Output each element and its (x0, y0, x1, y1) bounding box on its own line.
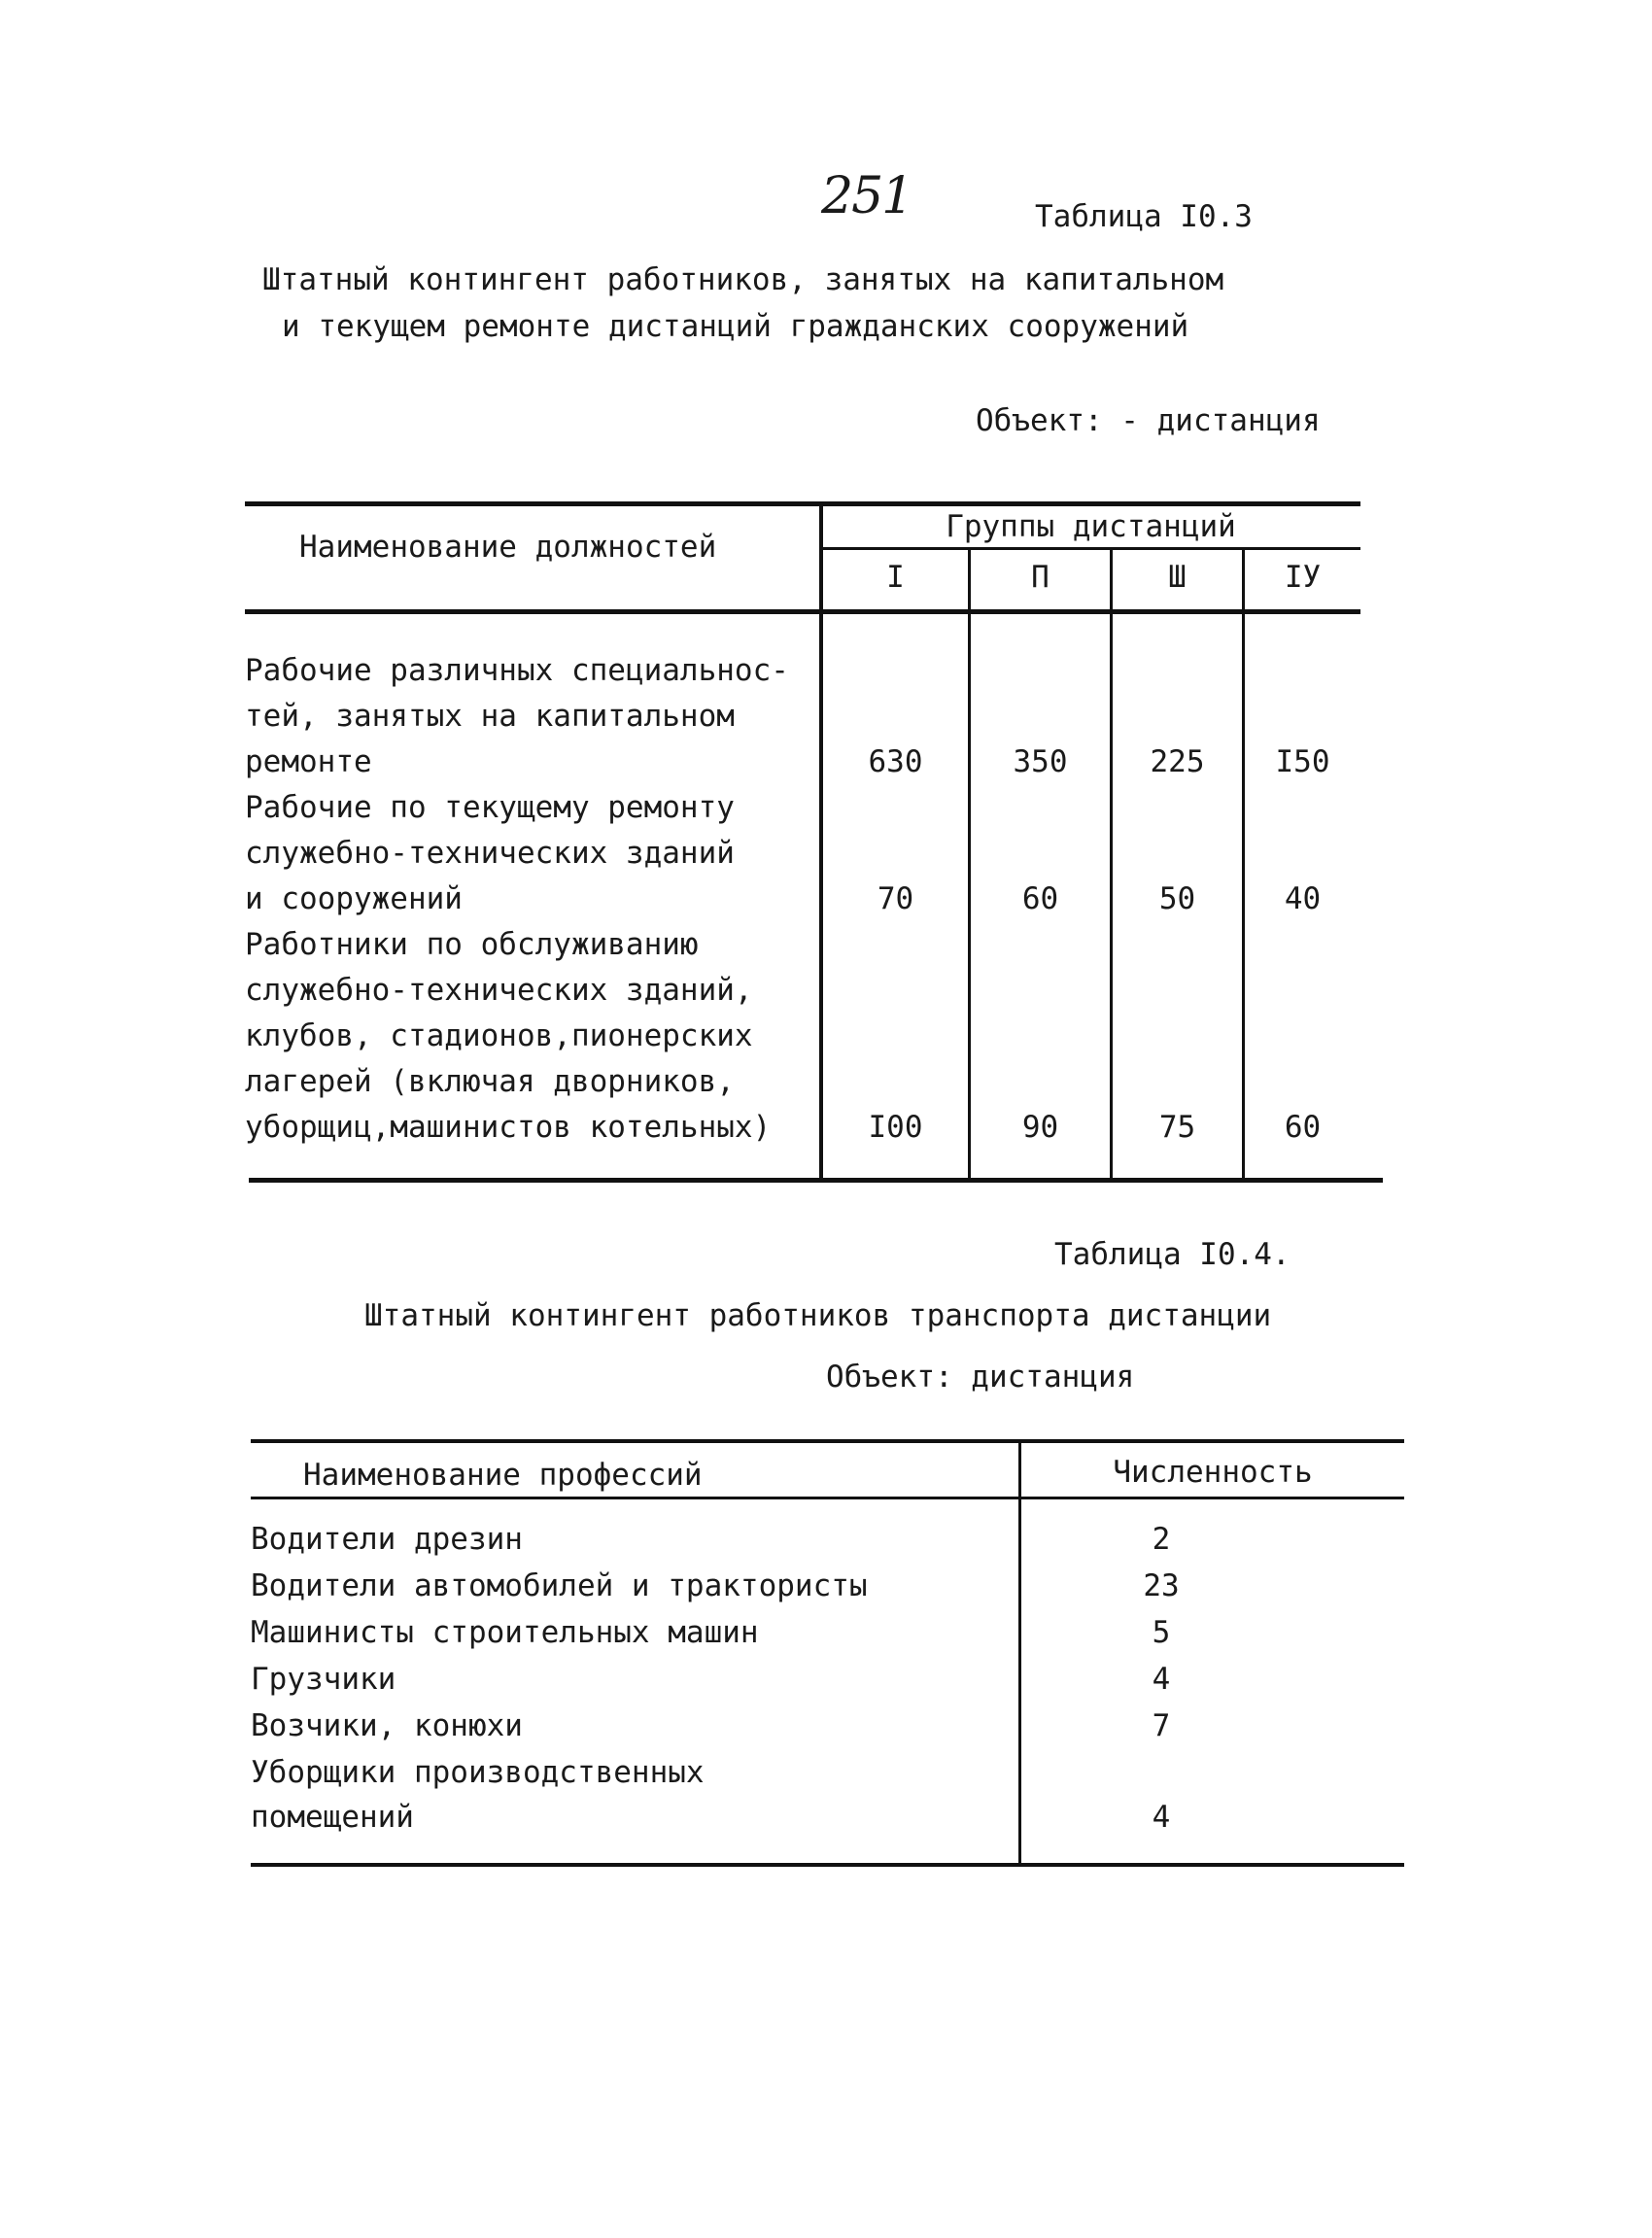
table2-label: Таблица I0.4. (1054, 1237, 1291, 1272)
table2-title: Штатный контингент работников транспорта дистанции (364, 1298, 1272, 1333)
table1-row2-value-2: 60 (1021, 881, 1059, 916)
table2-vrule (1018, 1439, 1021, 1867)
table2-row4-name: Грузчики (251, 1662, 396, 1697)
table1-vrule-1 (819, 501, 823, 1182)
table1-row3-name-line4: лагерей (включая дворников, (245, 1064, 735, 1099)
table1-row2-value-3: 50 (1158, 881, 1196, 916)
table1-row3-value-1: I00 (868, 1110, 923, 1145)
table2-row3-name: Машинисты строительных машин (251, 1615, 759, 1650)
table1-row3-value-2: 90 (1021, 1110, 1059, 1145)
table2-row5-name: Возчики, конюхи (251, 1708, 523, 1743)
page-number: 251 (821, 167, 912, 225)
table2-row5-count: 7 (1152, 1708, 1171, 1743)
table2-row2-name: Водители автомобилей и трактористы (251, 1568, 868, 1603)
table2-row1-name: Водители дрезин (251, 1522, 523, 1557)
table1-object-line: Объект: - дистанция (976, 403, 1321, 438)
table1-group-3: Ш (1168, 560, 1187, 595)
table2-row2-count: 23 (1143, 1568, 1180, 1603)
table1-row1-name-line3: ремонте (245, 744, 372, 779)
table1-groups-rule (821, 547, 1360, 550)
table2-row1-count: 2 (1152, 1522, 1171, 1557)
table1-vrule-3 (1110, 547, 1113, 1182)
table2-row4-count: 4 (1152, 1662, 1171, 1697)
table1-row1-value-2: 350 (1013, 744, 1068, 779)
table1-col-name-header: Наименование должностей (299, 530, 717, 565)
table1-row1-value-4: I50 (1275, 744, 1330, 779)
table1-group-1: I (886, 560, 905, 595)
table1-top-rule (245, 501, 1360, 506)
table1-group-4: IУ (1284, 560, 1322, 595)
table2-bottom-rule (251, 1863, 1404, 1867)
table1-row2-name-line1: Рабочие по текущему ремонту (245, 790, 735, 825)
table1-vrule-2 (968, 547, 971, 1182)
table1-header-rule (245, 609, 1360, 614)
table1-row2-name-line3: и сооружений (245, 881, 463, 916)
table2-row6-name-line1: Уборщики производственных (251, 1755, 705, 1790)
table2-row3-count: 5 (1152, 1615, 1171, 1650)
table1-row1-name-line1: Рабочие различных специальнос- (245, 653, 789, 688)
table1-row2-name-line2: служебно-технических зданий (245, 836, 735, 871)
table1-groups-title: Группы дистанций (946, 509, 1236, 544)
table1-group-2: П (1031, 560, 1050, 595)
table1-row1-value-3: 225 (1150, 744, 1205, 779)
table1-row3-value-3: 75 (1158, 1110, 1196, 1145)
table2-row6-count: 4 (1152, 1800, 1171, 1835)
table1-label: Таблица I0.3 (1035, 199, 1253, 234)
table1-row3-name-line5: уборщиц,машинистов котельных) (245, 1110, 772, 1145)
table1-row1-name-line2: тей, занятых на капитальном (245, 699, 735, 734)
table1-row3-name-line1: Работники по обслуживанию (245, 927, 699, 962)
table1-bottom-rule (249, 1178, 1383, 1183)
table1-vrule-4 (1242, 547, 1245, 1182)
table1-row1-value-1: 630 (868, 744, 923, 779)
table2-col-count-header: Численность (1113, 1455, 1313, 1490)
table1-title-line1: Штатный контингент работников, занятых на капитальном (262, 262, 1224, 297)
table2-col-name-header: Наименование профессий (303, 1458, 703, 1493)
table2-top-rule (251, 1439, 1404, 1443)
table1-row3-name-line2: служебно-технических зданий, (245, 973, 753, 1008)
table1-row3-name-line3: клубов, стадионов,пионерских (245, 1018, 753, 1053)
table1-row3-value-4: 60 (1284, 1110, 1322, 1145)
table2-row6-name-line2: помещений (251, 1800, 414, 1835)
table1-title-line2: и текущем ремонте дистанций гражданских сооружений (282, 309, 1189, 344)
table2-header-rule (251, 1497, 1404, 1499)
table2-object-line: Объект: дистанция (826, 1360, 1135, 1394)
table1-row2-value-1: 70 (877, 881, 914, 916)
table1-row2-value-4: 40 (1284, 881, 1322, 916)
